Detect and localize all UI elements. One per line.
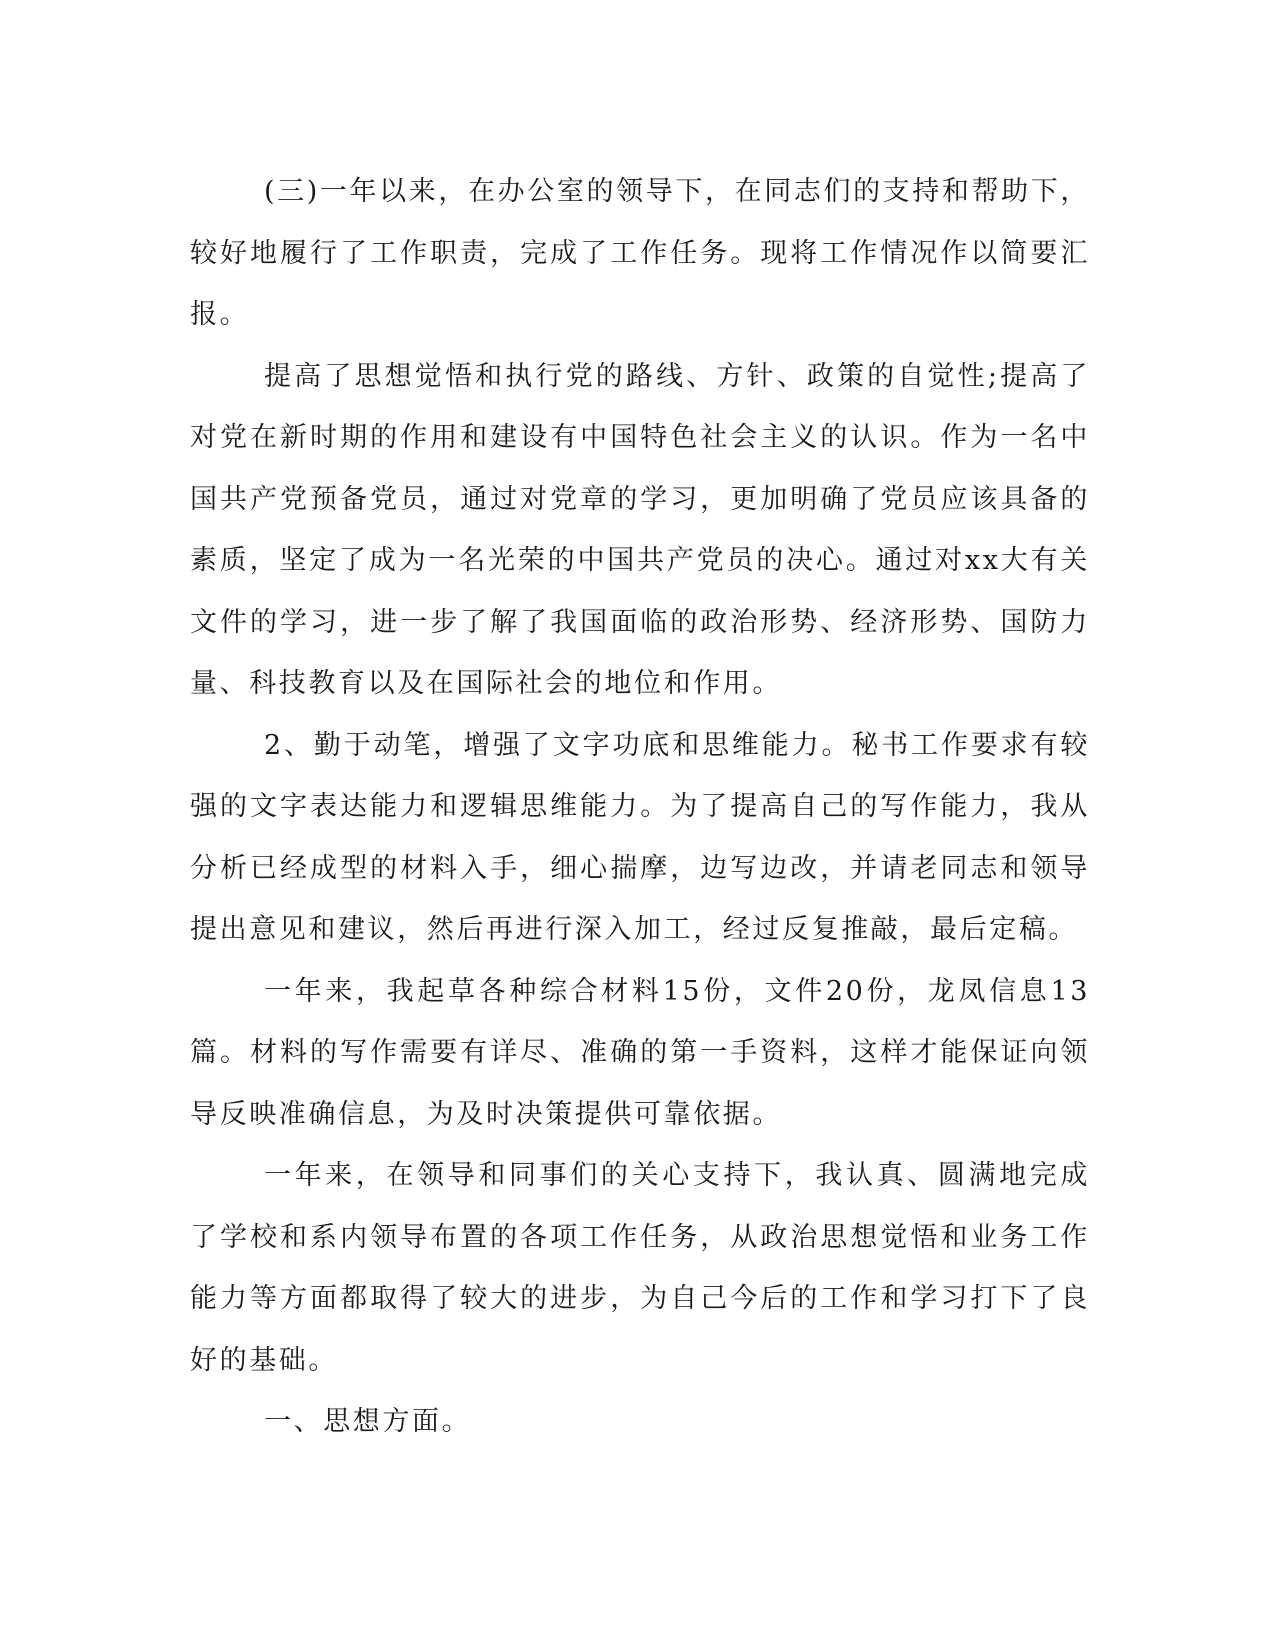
- paragraph-writing-skills: 2、勤于动笔，增强了文字功底和思维能力。秘书工作要求有较强的文字表达能力和逻辑思维能力。为了提高自己的写作能力，我从分析已经成型的材料入手，细心揣摩，边写边改，并请老同志和领导提出意见和建议，然后再进行深入加工，经过反复推敲，最后定稿。: [190, 729, 1090, 945]
- section-heading-ideology: 一、思想方面。: [264, 1406, 472, 1437]
- paragraph-work-summary-intro: (三)一年以来，在办公室的领导下，在同志们的支持和帮助下，较好地履行了工作职责，完成了工作任务。现将工作情况作以简要汇报。: [190, 176, 1090, 330]
- document-body: [190, 161, 1090, 1453]
- paragraph-political-awareness: 提高了思想觉悟和执行党的路线、方针、政策的自觉性;提高了对党在新时期的作用和建设有中国特色社会主义的认识。作为一名中国共产党预备党员，通过对党章的学习，更加明确了党员应该具备的素质，坚定了成为一名光荣的中国共产党员的决心。通过对xx大有关文件的学习，进一步了解了我国面临的政治形势、经济形势、国防力量、科技教育以及在国际社会的地位和作用。: [190, 360, 1090, 699]
- paragraph-annual-progress: 一年来，在领导和同事们的关心支持下，我认真、圆满地完成了学校和系内领导布置的各项工作任务，从政治思想觉悟和业务工作能力等方面都取得了较大的进步，为自己今后的工作和学习打下了良好的基础。: [190, 1160, 1090, 1376]
- paragraph-drafting-statistics: 一年来，我起草各种综合材料15份，文件20份，龙凤信息13篇。材料的写作需要有详尽、准确的第一手资料，这样才能保证向领导反映准确信息，为及时决策提供可靠依据。: [190, 975, 1090, 1130]
